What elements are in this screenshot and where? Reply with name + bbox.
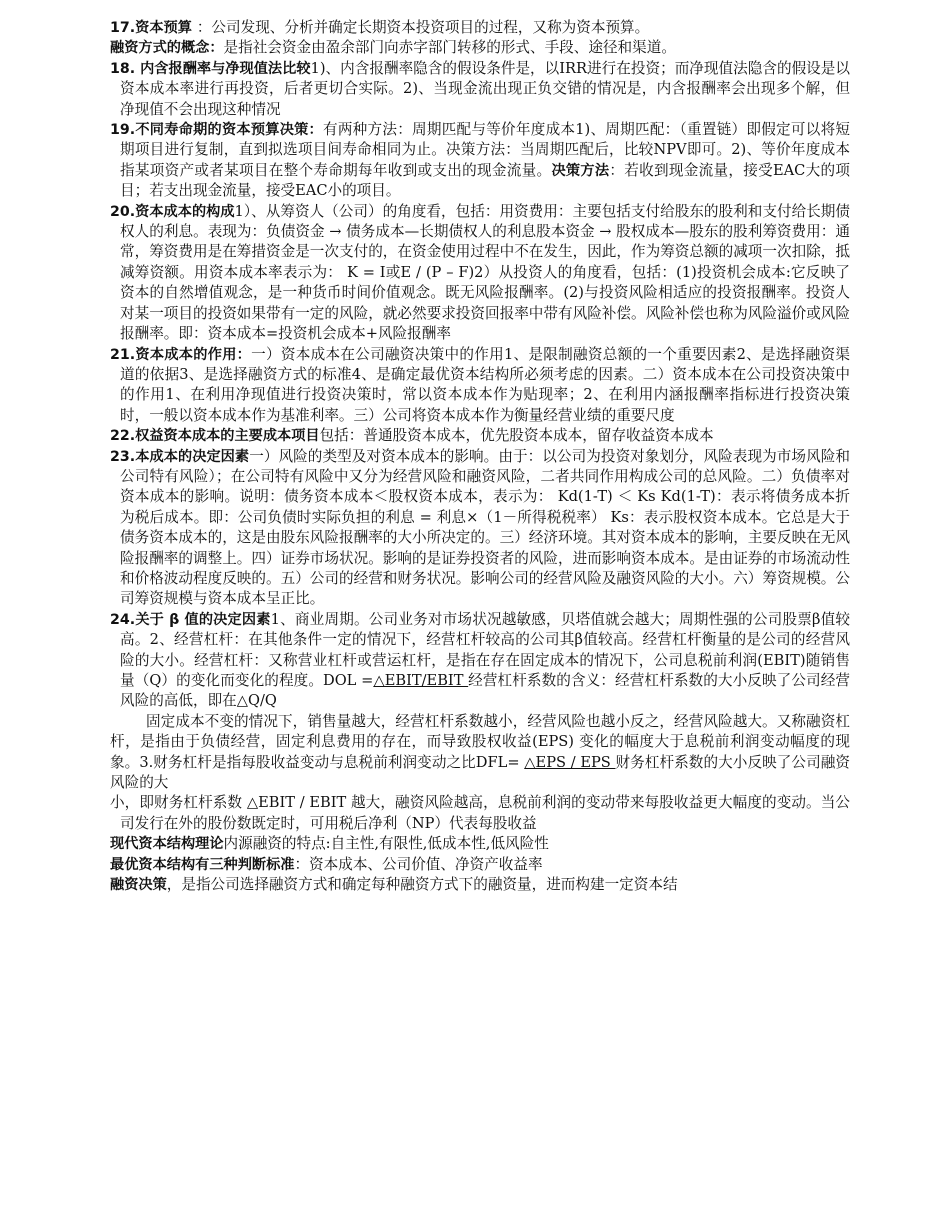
paragraph-text: 小，即财务杠杆系数 △EBIT / EBIT 越大，融资风险越高，息税前利润的变动带来每股收益更大幅度的变动。当公司发行在外的股份数既定时，可用税后净利（NP）代表每股收益 (110, 794, 850, 832)
paragraph-text: 财务杠杆系数的大小反映了公司融资风险的大 (110, 753, 850, 792)
item-heading: 融资方式的概念： (110, 40, 224, 57)
item-body: ：资本成本、公司价值、净资产收益率 (294, 855, 543, 873)
item-heading: 24.关于 β 值的决定因素 (110, 611, 271, 628)
item-heading: 21.资本成本的作用： (110, 346, 252, 363)
item-body: 经营杠杆系数的含义：经营杠杆系数的大小反映了公司经营风险的高低，即在△Q/Q (120, 672, 850, 710)
item-body: ：若收到现金流量，接受EAC大的项目；若支出现金流量，接受EAC小的项目。 (120, 161, 850, 200)
item-body: 1）、从筹资人（公司）的角度看，包括：用资费用：主要包括支付给股东的股利和支付给长期债权人的利息。表现为：负债资金 → 债务成本—长期债权人的利息股本资金 → 股权成本—股东的股利筹资费用：通常，筹资费用是在筹措资金是一次支付的，在资金使用过程中不在发生，因此，作为筹资总额的减项一次扣除，抵减筹资额。用资本成本率表示为： K = I或E / (P – F)2）从投资人的角度看，包括：(1)投资机会成本:它反映了资本的自然增值观念，是一种货币时间价值观念。既无风险报酬率。(2)与投资风险相适应的投资报酬率。投资人对某一项目的投资如果带有一定的风险，就必然要求投资回报率中带有风险补偿。风险补偿也称为风险溢价或风险报酬率。即：资本成本=投资机会成本+风险报酬率 (120, 202, 850, 343)
item-body: 一）风险的类型及对资本成本的影响。由于：以公司为投资对象划分，风险表现为市场风险和公司特有风险）；在公司特有风险中又分为经营风险和融资风险，二者共同作用构成公司的总风险。二）负债率对资本成本的影响。说明：债务资本成本＜股权资本成本，表示为： Kd(1-T) ＜ Ks Kd(1-T)：表示将债务成本折为税后成本。即：公司负债时实际负担的利息 = 利息×（1－所得税税率） Ks：表示股权资本成本。它总是大于债务资本成本的，这是由股东风险报酬率的大小所决定的。三）经济环境。其对资本成本的影响，主要反映在无风险报酬率的调整上。四）证券市场状况。影响的是证券投资者的风险，进而影响资本成本。是由证券的市场流动性和价格波动程度反映的。五）公司的经营和财务状况。影响公司的经营风险及融资风险的大小。六）筹资规模。公司筹资规模与资本成本呈正比。 (120, 447, 850, 608)
item-heading: 19.不同寿命期的资本预算决策： (110, 122, 323, 139)
item-body: 是指社会资金由盈余部门向赤字部门转移的形式、手段、途径和渠道。 (223, 39, 676, 57)
paragraph-text: 固定成本不变的情况下，销售量越大，经营杠杆系数越小，经营风险也越小反之，经营风险越大。又称融资杠杆，是指由于负债经营，固定利息费用的存在，而导致股权收益(EPS) 变化的幅度大于息税前利润变动幅度的现象。3.财务杠杆是指每股收益变动与息税前利润变动之比DFL= (110, 712, 850, 771)
item-21 (110, 345, 850, 427)
item-18 (110, 59, 850, 120)
item-financing-concept (110, 38, 850, 58)
item-body: 包括：普通股资本成本，优先股资本成本，留存收益资本成本 (319, 427, 714, 445)
item-heading: 最优资本结构有三种判断标准 (110, 856, 295, 873)
item-19 (110, 120, 850, 202)
item-heading: 20.资本成本的构成 (110, 203, 235, 220)
item-body: 一）资本成本在公司融资决策中的作用1、是限制融资总额的一个重要因素2、是选择融资渠道的依据3、是选择融资方式的标准4、是确定最优资本结构所必须考虑的因素。二）资本成本在公司投资决策中的作用1、在利用净现值进行投资决策时，常以资本成本作为贴现率；2、在利用内涵报酬率指标进行投资决策时，一般以资本成本作为基准利率。三）公司将资本成本作为衡量经营业绩的重要尺度 (120, 345, 850, 424)
item-22 (110, 426, 850, 446)
item-20 (110, 202, 850, 345)
item-heading: 18. 内含报酬率与净现值法比较 (110, 60, 311, 77)
paragraph-financial-leverage (110, 712, 850, 794)
item-heading: 17.资本预算 (110, 20, 197, 36)
item-body: 1)、内含报酬率隐含的假设条件是，以IRR进行在投资；而净现值法隐含的假设是以资本成本率进行再投资，后者更切合实际。2)、当现金流出现正负交错的情况是，内含报酬率会出现多个解，但净现值不会出现这种情况 (120, 59, 850, 118)
item-body: 1、商业周期。公司业务对市场状况越敏感，贝塔值就会越大；周期性强的公司股票β值较高。2、经营杠杆：在其他条件一定的情况下，经营杠杆较高的公司其β值较高。经营杠杆衡量的是公司的经营风险的大小。经营杠杆：又称营业杠杆或营运杠杆，是指在存在固定成本的情况下，公司息税前利润(EBIT)随销售量（Q）的变化而变化的程度。DOL = (120, 610, 850, 689)
item-body: 有两种方法：周期匹配与等价年度成本1)、周期匹配：（重置链）即假定可以将短期项目进行复制，直到拟选项目间寿命相同为止。决策方法：当周期匹配后，比较NPV即可。2)、等价年度成本指某项资产或者某项目在整个寿命期每年收到或支出的现金流量。 (120, 121, 851, 179)
item-17 (110, 18, 850, 38)
item-body: ：公司发现、分析并确定长期资本投资项目的过程，又称为资本预算。 (196, 19, 650, 36)
item-24 (110, 610, 850, 712)
item-subheading: 决策方法 (551, 162, 610, 179)
item-heading: 23.本成本的决定因素 (110, 448, 250, 465)
dol-formula: △EBIT/EBIT (373, 672, 469, 689)
item-23 (110, 447, 850, 610)
dfl-formula: △EPS / EPS (524, 753, 616, 771)
item-heading: 现代资本结构理论 (110, 836, 224, 853)
item-financing-decision (110, 875, 850, 895)
paragraph-financial-leverage-cont (110, 793, 850, 834)
item-heading: 融资决策 (110, 877, 167, 894)
item-heading: 22.权益资本成本的主要成本项目 (110, 428, 320, 445)
item-capital-structure-theory (110, 834, 850, 854)
item-body: 内源融资的特点:自主性,有限性,低成本性,低风险性 (223, 835, 549, 853)
item-body: ，是指公司选择融资方式和确定每种融资方式下的融资量，进而构建一定资本结 (166, 876, 678, 894)
item-optimal-structure (110, 855, 850, 875)
